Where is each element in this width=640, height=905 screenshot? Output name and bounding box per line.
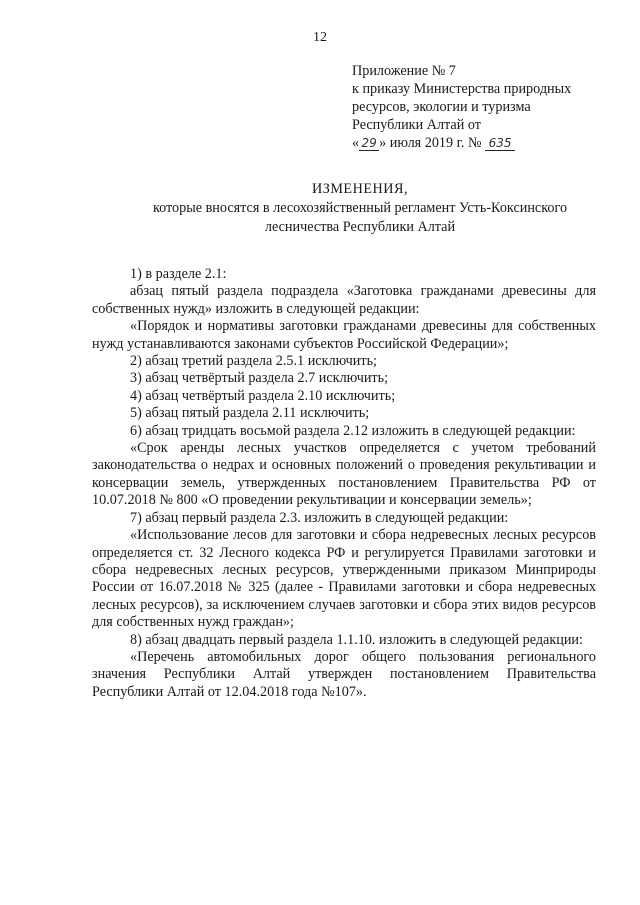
paragraph-5: 3) абзац четвёртый раздела 2.7 исключить; [130,370,389,387]
appendix-order-line: к приказу Министерства природных [352,81,572,97]
page-number: 12 [313,30,327,45]
appendix-header [352,62,622,152]
paragraph-11: «Использование лесов для заготовки и сбора недревесных лесных ресурсов определяется ст. 32 Лесного кодекса РФ и регулируется Правилами заготовки и сбора недревесных лесных ресурсов, утвержденными приказом Минприроды России от 16.07.2018 № 325 (далее - Правилами заготовки и сбора недревесных лесных ресурсов), за исключением случаев заготовки и сбора этих видов ресурсов для собственных нужд граждан»; [92,527,596,631]
paragraph-12: 8) абзац двадцать первый раздела 1.1.10. изложить в следующей редакции: [130,631,583,648]
date-open-quote: « [352,135,360,151]
document-body [92,266,596,701]
paragraph-9: «Срок аренды лесных участков определяется с учетом требований законодательства о недрах и основных положений о проведения рекультивации и консервации земель, утвержденных постановлением Правительства РФ от 10.07.2018 № 800 «О проведении рекультивации и консервации земель»; [92,440,596,509]
appendix-ministry-line: ресурсов, экологии и туризма [352,99,531,115]
handwritten-order-number: 635 [485,136,515,151]
paragraph-4: 2) абзац третий раздела 2.5.1 исключить; [130,353,377,370]
title-heading: ИЗМЕНЕНИЯ, [311,181,409,197]
title-subtitle-line1: которые вносятся в лесохозяйственный регламент Усть-Коксинского [152,200,568,216]
paragraph-13: «Перечень автомобильных дорог общего пользования регионального значения Республики Алтай утвержден постановлением Правительства Республики Алтай от 12.04.2018 года №107». [92,648,596,700]
paragraph-7: 5) абзац пятый раздела 2.11 исключить; [130,405,370,422]
paragraph-3: «Порядок и нормативы заготовки гражданами древесины для собственных нужд устанавливаются законами субъектов Российской Федерации»; [92,318,596,352]
handwritten-day: 29 [359,136,379,151]
appendix-date-line [352,134,622,152]
paragraph-6: 4) абзац четвёртый раздела 2.10 исключить; [130,387,396,404]
title-subtitle-line2: лесничества Республики Алтай [264,219,456,235]
appendix-republic-line: Республики Алтай от [352,117,481,133]
date-month-year: » июля 2019 г. № [379,135,482,151]
paragraph-2: абзац пятый раздела подраздела «Заготовка гражданами древесины для собственных нужд» изложить в следующей редакции: [92,283,596,317]
paragraph-8: 6) абзац тридцать восьмой раздела 2.12 изложить в следующей редакции: [130,422,576,439]
appendix-title: Приложение № 7 [352,63,456,79]
document-title [120,180,600,237]
paragraph-10: 7) абзац первый раздела 2.3. изложить в следующей редакции: [130,509,509,526]
paragraph-1: 1) в разделе 2.1: [130,266,227,282]
